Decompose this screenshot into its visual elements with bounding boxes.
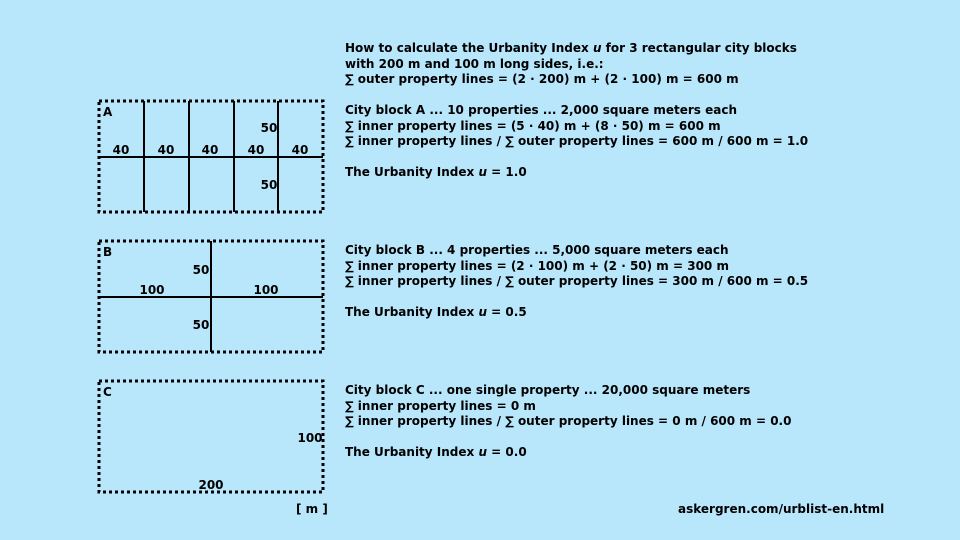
block-a-width-label: 40 xyxy=(157,143,175,157)
block-c-letter: C xyxy=(103,385,112,399)
block-a-diagram xyxy=(99,101,323,212)
source-link[interactable]: askergren.com/urblist-en.html xyxy=(678,502,885,516)
block-b-height-lower: 50 xyxy=(192,318,210,332)
block-b-ratio: ∑ inner property lines / ∑ outer property lines = 300 m / 600 m = 0.5 xyxy=(345,274,809,288)
block-a-width-label: 40 xyxy=(201,143,219,157)
block-a-letter: A xyxy=(103,105,113,119)
block-c-heading: City block C ... one single property ... 20,000 square meters xyxy=(345,383,751,397)
block-b-diagram xyxy=(99,241,323,352)
block-a-index: The Urbanity Index u = 1.0 xyxy=(345,164,527,179)
intro-text xyxy=(345,41,797,88)
block-a-heading: City block A ... 10 properties ... 2,000 square meters each xyxy=(345,103,738,117)
block-c-ratio: ∑ inner property lines / ∑ outer property lines = 0 m / 600 m = 0.0 xyxy=(345,414,792,428)
block-c-index: The Urbanity Index u = 0.0 xyxy=(345,444,527,459)
block-a-inner-sum: ∑ inner property lines = (5 · 40) m + (8 · 50) m = 600 m xyxy=(345,118,721,133)
block-a-width-label: 40 xyxy=(291,143,309,157)
block-c-text xyxy=(345,383,791,460)
block-c-height-label: 100 xyxy=(297,431,323,445)
block-a-width-label: 40 xyxy=(247,143,265,157)
intro-line-1: How to calculate the Urbanity Index u for 3 rectangular city blocks xyxy=(345,41,797,55)
block-b-index: The Urbanity Index u = 0.5 xyxy=(345,304,527,319)
block-b-inner-sum: ∑ inner property lines = (2 · 100) m + (2 · 50) m = 300 m xyxy=(345,258,729,273)
units-label: [ m ] xyxy=(296,502,328,516)
block-b-height-upper: 50 xyxy=(192,263,210,277)
block-a-ratio: ∑ inner property lines / ∑ outer property lines = 600 m / 600 m = 1.0 xyxy=(345,134,809,148)
block-b-text xyxy=(345,243,808,320)
block-c-inner-sum: ∑ inner property lines = 0 m xyxy=(345,398,536,413)
block-a-height-lower: 50 xyxy=(260,178,278,192)
block-b-letter: B xyxy=(103,245,113,259)
block-c-outline xyxy=(99,381,323,492)
block-a-width-label: 40 xyxy=(112,143,130,157)
block-c-diagram xyxy=(99,381,323,492)
block-a-text xyxy=(345,103,808,180)
outer-lines-formula: ∑ outer property lines = (2 · 200) m + (2 · 100) m = 600 m xyxy=(345,72,739,86)
block-b-heading: City block B ... 4 properties ... 5,000 square meters each xyxy=(345,243,729,257)
intro-line-2: with 200 m and 100 m long sides, i.e.: xyxy=(345,56,604,71)
block-a-height-upper: 50 xyxy=(260,121,278,135)
block-b-width-left: 100 xyxy=(139,283,165,297)
block-b-width-right: 100 xyxy=(253,283,279,297)
block-c-width-label: 200 xyxy=(198,478,224,492)
